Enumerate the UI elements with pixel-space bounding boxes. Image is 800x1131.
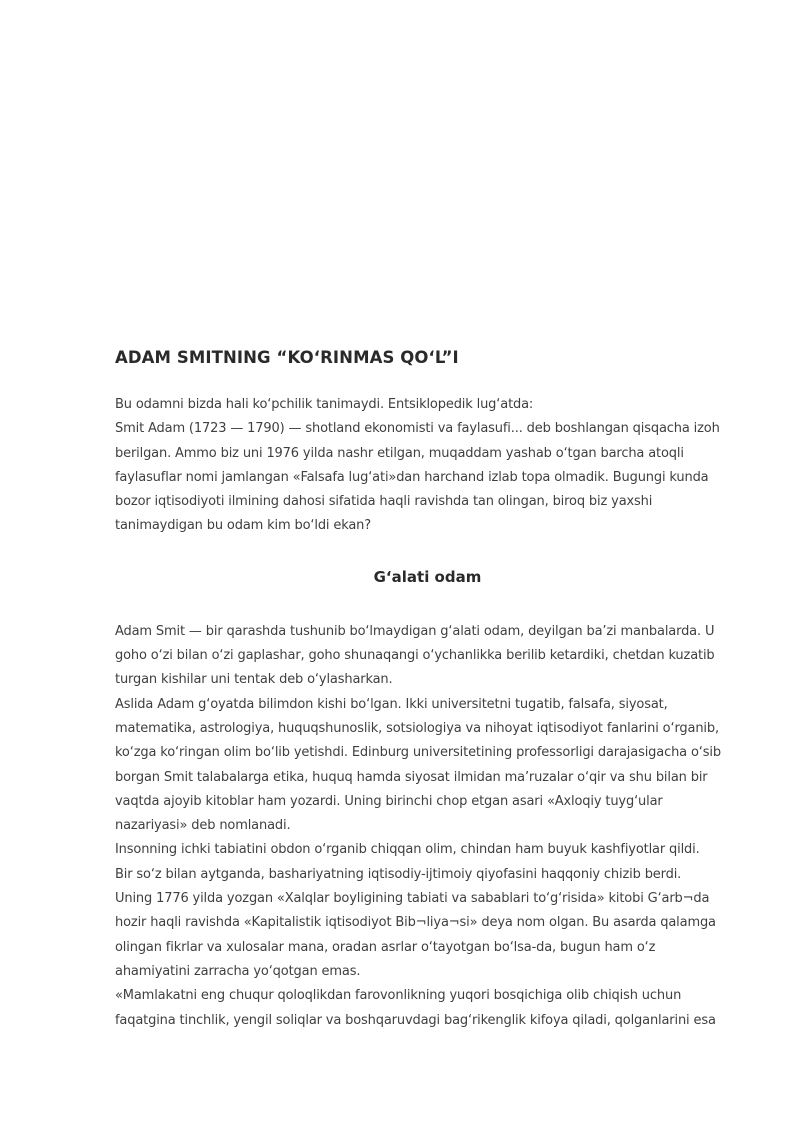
- body-paragraph: [115, 620, 740, 1033]
- text-line: Bir so‘z bilan aytganda, bashariyatning iqtisodiy-ijtimoiy qiyofasini haqqoniy chizib berdi.: [115, 866, 682, 882]
- text-line: nazariyasi» deb nomlanadi.: [115, 818, 291, 834]
- text-line: faqatgina tinchlik, yengil soliqlar va boshqaruvdagi bag‘rikenglik kifoya qiladi, qolganlarini esa: [115, 1012, 716, 1028]
- text-line: hozir haqli ravishda «Kapitalistik iqtisodiyot Bib¬liya¬si» deya nom olgan. Bu asarda qalamga: [115, 915, 716, 931]
- text-line: borgan Smit talabalarga etika, huquq hamda siyosat ilmidan ma’ruzalar o‘qir va shu bilan bir: [115, 769, 708, 785]
- text-line: «Mamlakatni eng chuqur qoloqlikdan farovonlikning yuqori bosqichiga olib chiqish uchun: [115, 988, 682, 1004]
- text-line: matematika, astrologiya, huquqshunoslik, sotsiologiya va nihoyat iqtisodiyot fanlarini o‘rganib,: [115, 720, 719, 736]
- intro-paragraph: [115, 393, 740, 539]
- document-page: [115, 345, 740, 1033]
- document-title: ADAM SMITNING “KO‘RINMAS QO‘L”I: [115, 348, 459, 367]
- text-line: faylasuflar nomi jamlangan «Falsafa lug‘ati»dan harchand izlab topa olmadik. Bugungi kunda: [115, 469, 709, 485]
- text-line: Aslida Adam g‘oyatda bilimdon kishi bo‘lgan. Ikki universitetni tugatib, falsafa, siyosat,: [115, 696, 668, 712]
- section-heading: G‘alati odam: [373, 567, 482, 586]
- text-line: bozor iqtisodiyoti ilmining dahosi sifatida haqli ravishda tan olingan, biroq biz yaxshi: [115, 494, 653, 510]
- text-line: Bu odamni bizda hali ko‘pchilik tanimaydi. Entsiklopedik lug‘atda:: [115, 397, 534, 412]
- text-line: goho o‘zi bilan o‘zi gaplashar, goho shunaqangi o‘ychanlikka berilib ketardiki, chetdan kuzatib: [115, 648, 715, 664]
- text-line: vaqtda ajoyib kitoblar ham yozardi. Uning birinchi chop etgan asari «Axloqiy tuyg‘ular: [115, 793, 663, 809]
- text-line: olingan fikrlar va xulosalar mana, oradan asrlar o‘tayotgan bo‘lsa-da, bugun ham o‘z: [115, 939, 656, 955]
- text-line: Smit Adam (1723 — 1790) — shotland ekonomisti va faylasufi... deb boshlangan qisqacha izoh: [115, 421, 720, 437]
- text-line: Uning 1776 yilda yozgan «Xalqlar boyligining tabiati va sabablari to‘g‘risida» kitobi G‘arb¬da: [115, 891, 710, 907]
- text-line: Insonning ichki tabiatini obdon o‘rganib chiqqan olim, chindan ham buyuk kashfiyotlar qildi.: [115, 842, 700, 858]
- text-line: tanimaydigan bu odam kim bo‘ldi ekan?: [115, 518, 372, 534]
- text-line: turgan kishilar uni tentak deb o‘ylasharkan.: [115, 672, 393, 688]
- text-line: ahamiyatini zarracha yo‘qotgan emas.: [115, 963, 361, 979]
- text-line: berilgan. Ammo biz uni 1976 yilda nashr etilgan, muqaddam yashab o‘tgan barcha atoqli: [115, 445, 684, 461]
- text-line: ko‘zga ko‘ringan olim bo‘lib yetishdi. Edinburg universitetining professorligi darajasigacha o‘sib: [115, 745, 721, 761]
- text-line: Adam Smit — bir qarashda tushunib bo‘lmaydigan g‘alati odam, deyilgan ba’zi manbalarda. U: [115, 623, 715, 639]
